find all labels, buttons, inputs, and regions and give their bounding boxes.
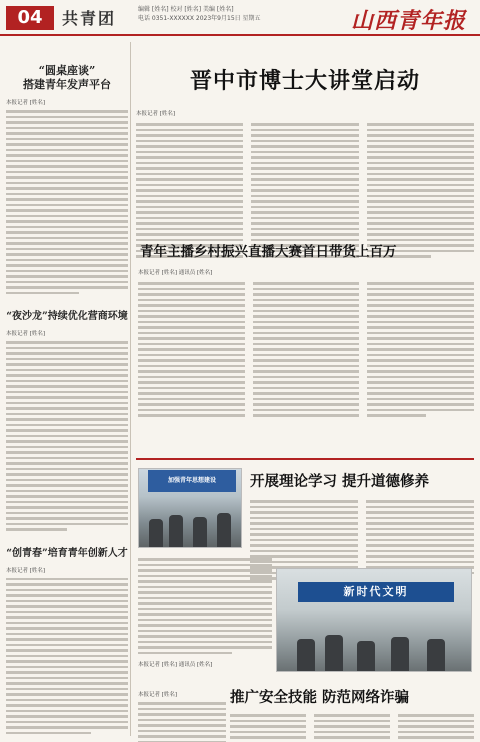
article2 — [138, 262, 474, 417]
article4-byline: 本报记者 [姓名] — [138, 692, 178, 698]
meta-line-1: 编辑 [姓名] 校对 [姓名] 美编 [姓名] — [138, 6, 234, 13]
meeting-badge: 加强青年思想建设 — [148, 470, 236, 492]
page-number: 04 — [6, 6, 54, 30]
main-article-title: 晋中市博士大讲堂启动 — [189, 68, 420, 94]
left-article-1 — [6, 64, 128, 294]
article3-title: 开展理论学习 提升道德修养 — [250, 473, 430, 490]
column-divider — [130, 42, 131, 736]
section-name: 共青团 — [62, 9, 117, 28]
newspaper-logo: 山西青年报 — [350, 8, 466, 34]
masthead-meta — [138, 5, 261, 23]
article4-body — [138, 702, 226, 742]
main-article-body — [136, 123, 474, 258]
left-article-body — [6, 110, 128, 294]
left-article-byline: 本报记者 [姓名] — [6, 100, 46, 106]
article2-byline: 本报记者 [姓名] 通讯员 [姓名] — [138, 270, 213, 276]
left-article-title: “创青春”培育青年创新人才 — [6, 547, 128, 559]
article4 — [138, 684, 226, 742]
section-rule — [136, 458, 474, 460]
meta-line-2: 电话 0351-XXXXXX 2023年9月15日 星期五 — [138, 15, 261, 22]
article3-lower — [138, 558, 272, 672]
article3 — [250, 494, 474, 580]
article3-byline: 本报记者 [姓名] 通讯员 [姓名] — [138, 662, 213, 668]
main-article-byline: 本报记者 [姓名] — [136, 111, 176, 117]
main-article — [136, 42, 474, 258]
classroom-banner: 新时代文明 — [298, 582, 454, 602]
article4-title: 推广安全技能 防范网络诈骗 — [230, 689, 410, 706]
masthead — [0, 0, 480, 36]
left-article-title: “夜沙龙”持续优化营商环境 — [6, 311, 128, 322]
left-article-byline: 本报记者 [姓名] — [6, 331, 46, 337]
left-column — [6, 42, 128, 734]
article2-title: 青年主播乡村振兴直播大赛首日带货上百万 — [140, 244, 397, 260]
left-article-body — [6, 341, 128, 531]
left-article-body — [6, 578, 128, 735]
left-article-title: “圆桌座谈” 搭建青年发声平台 — [23, 64, 111, 91]
left-article-byline: 本报记者 [姓名] — [6, 567, 46, 574]
article2-body — [138, 282, 474, 417]
left-article-3 — [6, 547, 128, 735]
article4-body-right — [230, 708, 474, 742]
left-article-2 — [6, 310, 128, 531]
